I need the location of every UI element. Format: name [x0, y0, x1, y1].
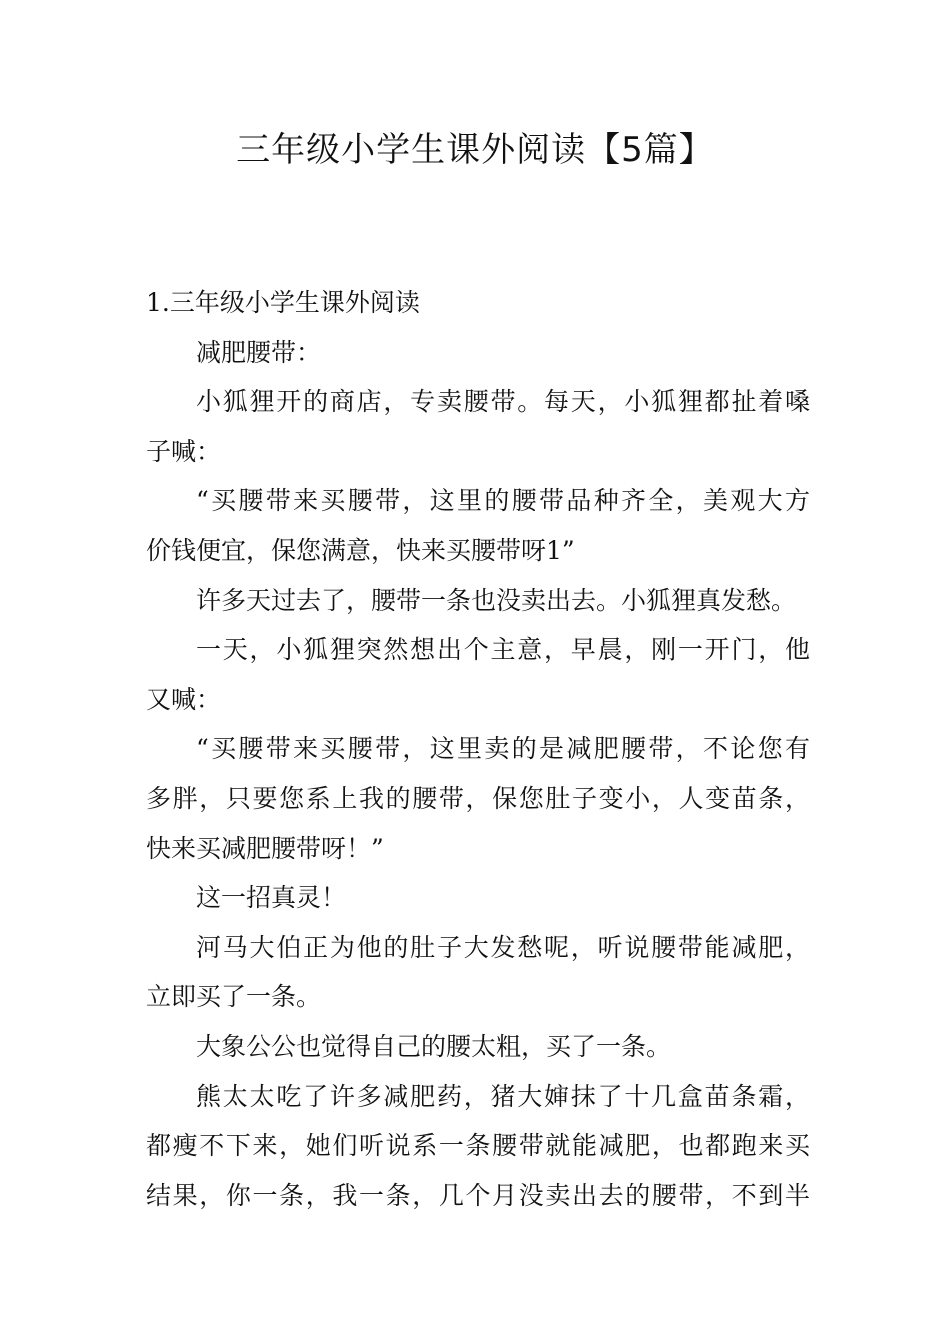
section-heading: 1.三年级小学生课外阅读	[146, 288, 420, 317]
paragraph-line: 价钱便宜，保您满意，快来买腰带呀1”	[146, 535, 575, 565]
paragraph-line: 大象公公也觉得自己的腰太粗，买了一条。	[196, 1031, 672, 1061]
paragraph-line: “买腰带来买腰带，这里的腰带品种齐全，美观大方	[196, 486, 810, 516]
paragraph-line: 立即买了一条。	[146, 982, 322, 1012]
paragraph-line: 许多天过去了，腰带一条也没卖出去。小狐狸真发愁。	[196, 585, 797, 615]
paragraph-line: 结果，你一条，我一条，几个月没卖出去的腰带，不到半	[146, 1180, 810, 1210]
paragraph-line: 又喊：	[146, 684, 222, 714]
paragraph-line: 小狐狸开的商店，专卖腰带。每天，小狐狸都扯着嗓	[196, 387, 810, 417]
paragraph-line: 子喊：	[146, 436, 222, 466]
paragraph-line: 快来买减肥腰带呀！”	[146, 833, 384, 863]
paragraph-line: 都瘦不下来，她们听说系一条腰带就能减肥，也都跑来买	[146, 1131, 810, 1161]
paragraph-line: 一天，小狐狸突然想出个主意，早晨，刚一开门，他	[196, 635, 810, 665]
paragraph-line: 减肥腰带：	[196, 337, 322, 367]
paragraph-line: 多胖，只要您系上我的腰带，保您肚子变小，人变苗条，	[146, 783, 810, 813]
paragraph-line: 熊太太吃了许多减肥药，猪大婶抹了十几盒苗条霜，	[196, 1081, 810, 1111]
document-body	[146, 278, 810, 1220]
paragraph-line: 河马大伯正为他的肚子大发愁呢，听说腰带能减肥，	[196, 932, 810, 962]
document-title: 三年级小学生课外阅读【5篇】	[236, 130, 714, 170]
paragraph-line: “买腰带来买腰带，这里卖的是减肥腰带，不论您有	[196, 734, 810, 764]
paragraph-line: 这一招真灵！	[196, 883, 347, 913]
